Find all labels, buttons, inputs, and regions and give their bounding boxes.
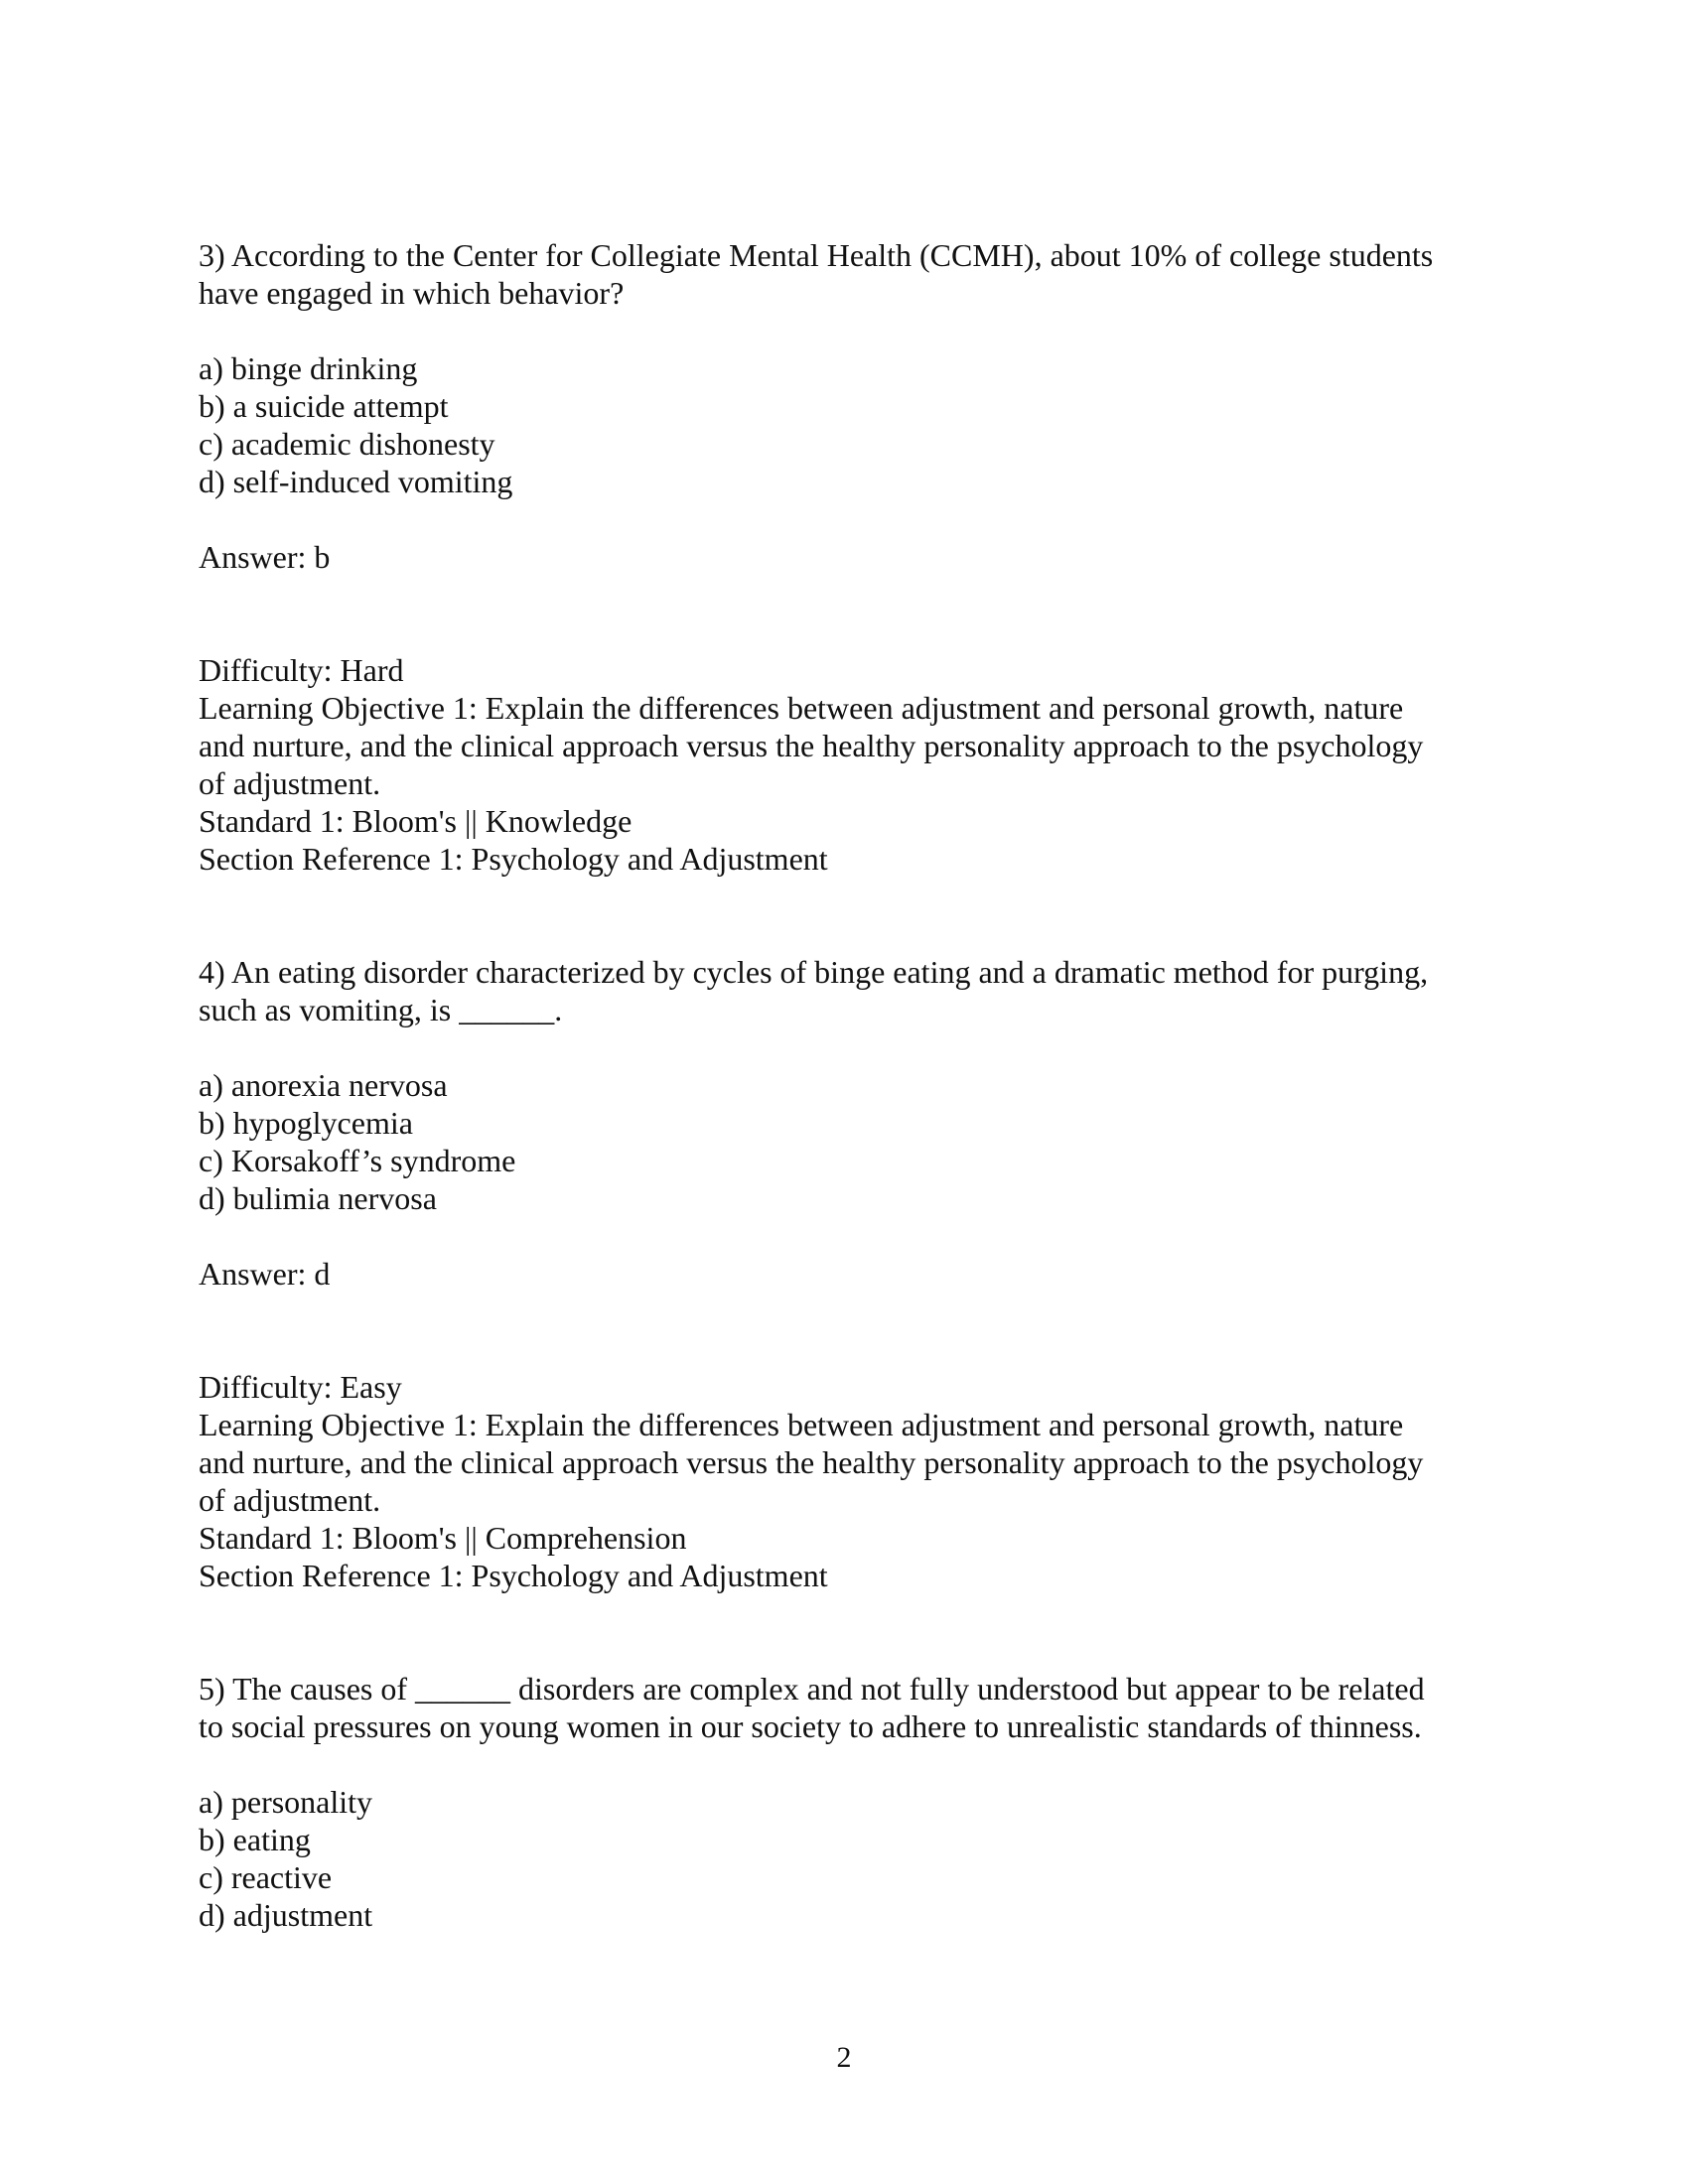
question-4-answer: Answer: d: [199, 1256, 331, 1292]
question-4-section-reference: Section Reference 1: Psychology and Adjustment: [199, 1558, 828, 1593]
question-3-objective-line-1: Learning Objective 1: Explain the differences between adjustment and personal growth, nature: [199, 690, 1404, 726]
question-5-option-d: d) adjustment: [199, 1897, 373, 1933]
question-4-stem-line-1: 4) An eating disorder characterized by cycles of binge eating and a dramatic method for purging,: [199, 954, 1429, 990]
question-4-stem-line-2: such as vomiting, is ______.: [199, 992, 563, 1027]
question-4-option-c: c) Korsakoff’s syndrome: [199, 1143, 516, 1178]
question-4-objective-line-1: Learning Objective 1: Explain the differences between adjustment and personal growth, nature: [199, 1407, 1404, 1442]
question-4-standard: Standard 1: Bloom's || Comprehension: [199, 1520, 687, 1556]
question-3-objective-line-2: and nurture, and the clinical approach versus the healthy personality approach to the psychology: [199, 728, 1424, 763]
question-3-option-b: b) a suicide attempt: [199, 388, 449, 424]
question-5-stem-line-1: 5) The causes of ______ disorders are complex and not fully understood but appear to be related: [199, 1671, 1425, 1706]
question-3-objective-line-3: of adjustment.: [199, 765, 381, 801]
question-3-section-reference: Section Reference 1: Psychology and Adjustment: [199, 841, 828, 877]
question-3-stem-line-1: 3) According to the Center for Collegiate Mental Health (CCMH), about 10% of college students: [199, 237, 1434, 273]
question-3-stem-line-2: have engaged in which behavior?: [199, 275, 625, 311]
question-3-difficulty: Difficulty: Hard: [199, 652, 404, 688]
question-3-option-d: d) self-induced vomiting: [199, 464, 513, 499]
question-4-objective-line-3: of adjustment.: [199, 1482, 381, 1518]
question-4-option-d: d) bulimia nervosa: [199, 1180, 437, 1216]
question-3-option-c: c) academic dishonesty: [199, 426, 495, 462]
question-4-option-b: b) hypoglycemia: [199, 1105, 413, 1141]
question-4-difficulty: Difficulty: Easy: [199, 1369, 402, 1405]
question-5-option-a: a) personality: [199, 1784, 373, 1820]
question-5-option-c: c) reactive: [199, 1859, 333, 1895]
question-3-answer: Answer: b: [199, 539, 331, 575]
page-number: 2: [836, 2041, 852, 2074]
question-3-option-a: a) binge drinking: [199, 350, 418, 386]
question-5-stem-line-2: to social pressures on young women in our society to adhere to unrealistic standards of thinness.: [199, 1708, 1422, 1744]
question-4-option-a: a) anorexia nervosa: [199, 1067, 448, 1103]
question-4-objective-line-2: and nurture, and the clinical approach versus the healthy personality approach to the psychology: [199, 1444, 1424, 1480]
question-5-option-b: b) eating: [199, 1822, 311, 1857]
question-3-standard: Standard 1: Bloom's || Knowledge: [199, 803, 633, 839]
